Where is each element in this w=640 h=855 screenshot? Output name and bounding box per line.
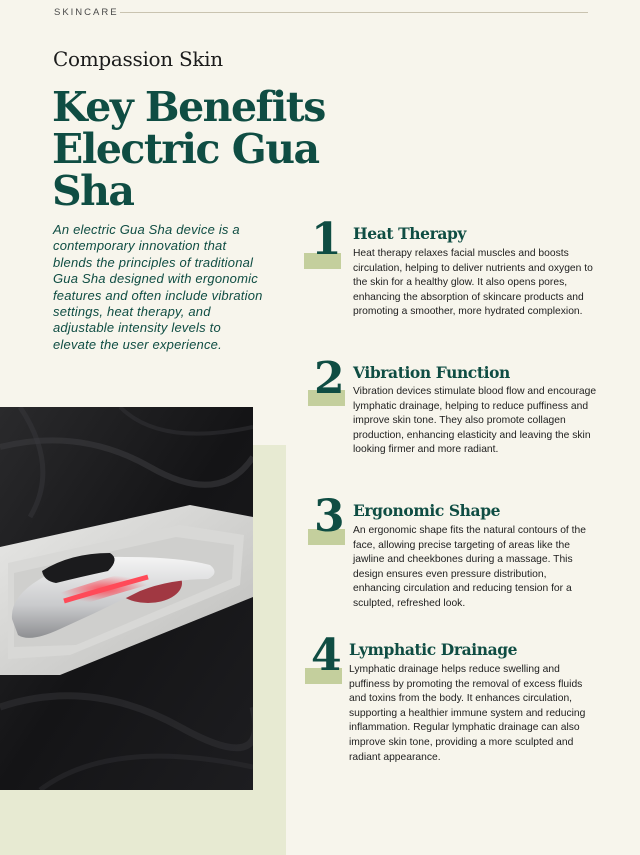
benefit-description: Lymphatic drainage helps reduce swelling and puffiness by promoting the removal of excess fluids and toxins from the body. It enhances circulation, supporting a healthier immune system and reducing inflammation. Regular lymphatic drainage can also improve skin tone, providing a more sculpted and radiant appearance.: [349, 664, 586, 763]
benefit-description: An ergonomic shape fits the natural contours of the face, allowing precise targeting of areas like the jawline and cheekbones during a massage. This design ensures even pressure distribution, enhancing circulation and reducing tension for a sculpted, refreshed look.: [353, 525, 586, 609]
page-title: [52, 83, 325, 215]
benefit-number: 2: [314, 353, 345, 404]
benefit-title: Ergonomic Shape: [353, 501, 501, 520]
brand-name: Compassion Skin: [53, 47, 223, 71]
intro-paragraph: An electric Gua Sha device is a contemporary innovation that blends the principles of traditional Gua Sha designed with ergonomic features and often include vibration settings, heat therapy, and adjustable intensity levels to elevate the user experience.: [53, 222, 263, 352]
benefit-description: Vibration devices stimulate blood flow and encourage lymphatic drainage, helping to reduce puffiness and improve skin tone. They also promote collagen production, enhancing elasticity and leaving the skin looking firmer and more radiant.: [353, 386, 597, 456]
benefit-number: 1: [311, 214, 342, 265]
benefit-title: Heat Therapy: [353, 224, 467, 243]
benefit-number: 3: [314, 491, 345, 542]
section-label: SKINCARE: [54, 7, 119, 18]
title-line-1: Key Benefits: [52, 83, 325, 131]
benefit-title: Vibration Function: [353, 363, 510, 382]
benefit-description: Heat therapy relaxes facial muscles and boosts circulation, helping to deliver nutrients and oxygen to the skin for a healthy glow. It also opens pores, enhancing the absorption of skincare products and promoting a smoother, more hydrated complexion.: [353, 248, 593, 318]
title-line-2: Electric Gua: [52, 125, 319, 173]
product-photo: [0, 407, 253, 790]
benefit-title: Lymphatic Drainage: [349, 640, 518, 659]
benefit-number: 4: [311, 630, 342, 681]
title-line-3: Sha: [52, 167, 134, 215]
header-divider: [120, 12, 588, 13]
